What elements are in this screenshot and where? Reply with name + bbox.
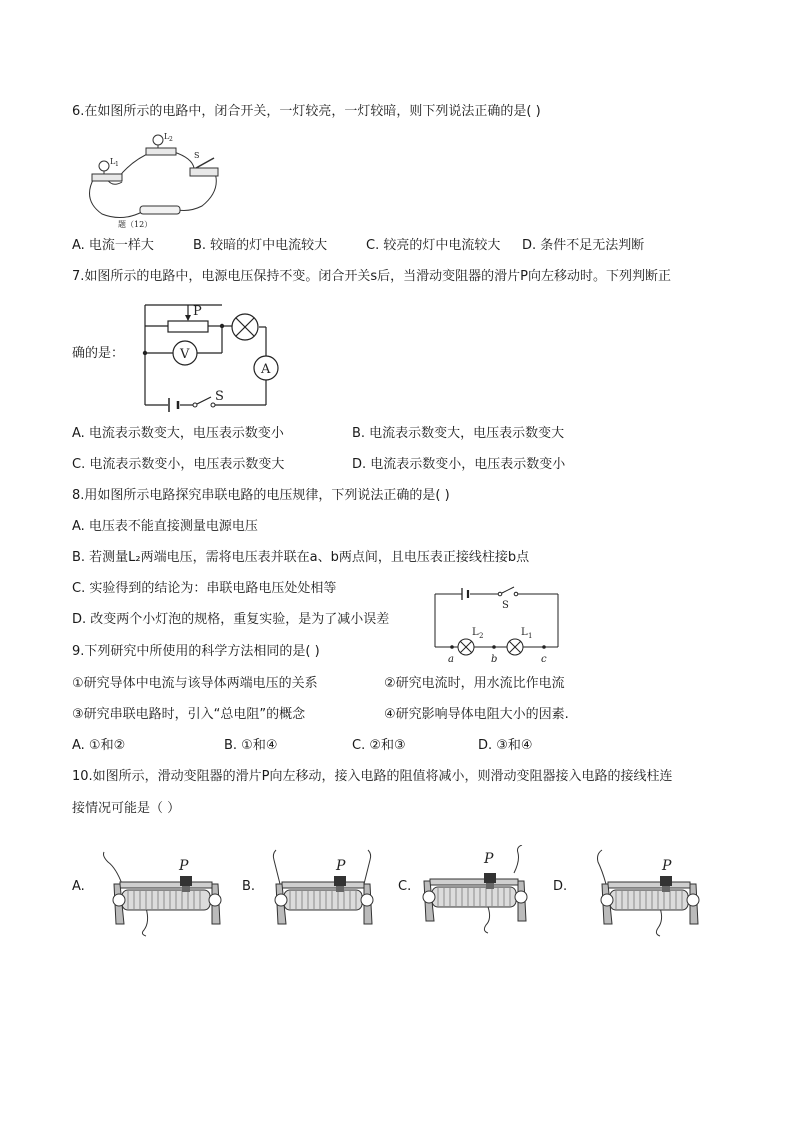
q10-stem: 10.如图所示，滑动变阻器的滑片P向左移动，接入电路的阻值将减小，则滑动变阻器接入电路的接线柱连: [72, 769, 673, 784]
q10-c-p-label: P: [484, 851, 494, 867]
q10-rheostat-a: [98, 848, 228, 938]
q10-rheostat-b: [268, 848, 378, 938]
q7-stem: 7.如图所示的电路中，电源电压保持不变。闭合开关s后，当滑动变阻器的滑片P向左移动时。下列判断正: [72, 269, 672, 284]
q6-switch-label: S: [194, 151, 200, 160]
q8-point-c: c: [541, 654, 547, 665]
q8-point-b: b: [491, 654, 498, 665]
q10-rheostat-d: [594, 848, 704, 938]
q6-l1-label: L: [110, 157, 116, 166]
q8-stem: 8.用如图所示电路探究串联电路的电压规律，下列说法正确的是( ): [72, 488, 450, 503]
q6-option-d: D. 条件不足无法判断: [522, 238, 645, 253]
q6-circuit-figure: [82, 130, 222, 230]
q6-option-b: B. 较暗的灯中电流较大: [193, 238, 328, 253]
q8-option-a: A. 电压表不能直接测量电源电压: [72, 519, 258, 534]
q10-option-b: B.: [242, 879, 256, 894]
svg-text:2: 2: [479, 632, 484, 640]
q9-item-2: ②研究电流时，用水流比作电流: [384, 676, 565, 691]
q6-stem: 6.在如图所示的电路中，闭合开关，一灯较亮，一灯较暗，则下列说法正确的是( ): [72, 104, 541, 119]
q9-option-b: B. ①和④: [224, 738, 278, 753]
q8-l2-label: L: [472, 627, 479, 638]
q8-switch-label: S: [502, 600, 509, 611]
q10-option-a: A.: [72, 879, 85, 894]
q8-option-c: C. 实验得到的结论为：串联电路电压处处相等: [72, 581, 337, 596]
q10-d-p-label: P: [662, 858, 672, 874]
q6-option-c: C. 较亮的灯中电流较大: [366, 238, 501, 253]
q8-circuit-figure: [430, 586, 565, 666]
svg-text:2: 2: [169, 136, 173, 143]
q8-point-a: a: [448, 654, 454, 665]
q9-option-a: A. ①和②: [72, 738, 126, 753]
q9-item-4: ④研究影响导体电阻大小的因素.: [384, 707, 569, 722]
q7-voltmeter-label: V: [180, 347, 190, 362]
q10-option-d: D.: [553, 879, 568, 894]
svg-text:1: 1: [528, 632, 533, 640]
q7-ammeter-label: A: [261, 362, 271, 377]
q10-b-p-label: P: [336, 858, 346, 874]
q7-option-d: D. 电流表示数变小，电压表示数变小: [352, 457, 566, 472]
svg-text:1: 1: [115, 161, 119, 168]
q8-l1-label: L: [521, 627, 528, 638]
q7-circuit-figure: [135, 297, 285, 412]
q10-stem-continued: 接情况可能是（ ）: [72, 801, 181, 816]
q6-option-a: A. 电流一样大: [72, 238, 154, 253]
q7-option-b: B. 电流表示数变大，电压表示数变大: [352, 426, 565, 441]
q7-stem-continued: 确的是：: [72, 346, 125, 361]
q10-a-p-label: P: [179, 858, 189, 874]
q7-option-c: C. 电流表示数变小，电压表示数变大: [72, 457, 285, 472]
q10-rheostat-c: [416, 845, 536, 935]
q9-option-c: C. ②和③: [352, 738, 406, 753]
q9-stem: 9.下列研究中所使用的科学方法相同的是( ): [72, 644, 320, 659]
q9-item-3: ③研究串联电路时，引入“总电阻”的概念: [72, 707, 306, 722]
q6-figure-caption: 题（12）: [118, 220, 153, 229]
q7-option-a: A. 电流表示数变大，电压表示数变小: [72, 426, 284, 441]
q7-slider-p-label: P: [193, 304, 202, 319]
q8-option-b: B. 若测量L₂两端电压，需将电压表并联在a、b两点间，且电压表正接线柱接b点: [72, 550, 530, 565]
q9-option-d: D. ③和④: [478, 738, 533, 753]
q9-item-1: ①研究导体中电流与该导体两端电压的关系: [72, 676, 318, 691]
q7-switch-label: S: [215, 389, 224, 404]
q6-l2-label: L: [164, 132, 170, 141]
q8-option-d: D. 改变两个小灯泡的规格，重复实验，是为了减小误差: [72, 612, 390, 627]
q10-option-c: C.: [398, 879, 412, 894]
